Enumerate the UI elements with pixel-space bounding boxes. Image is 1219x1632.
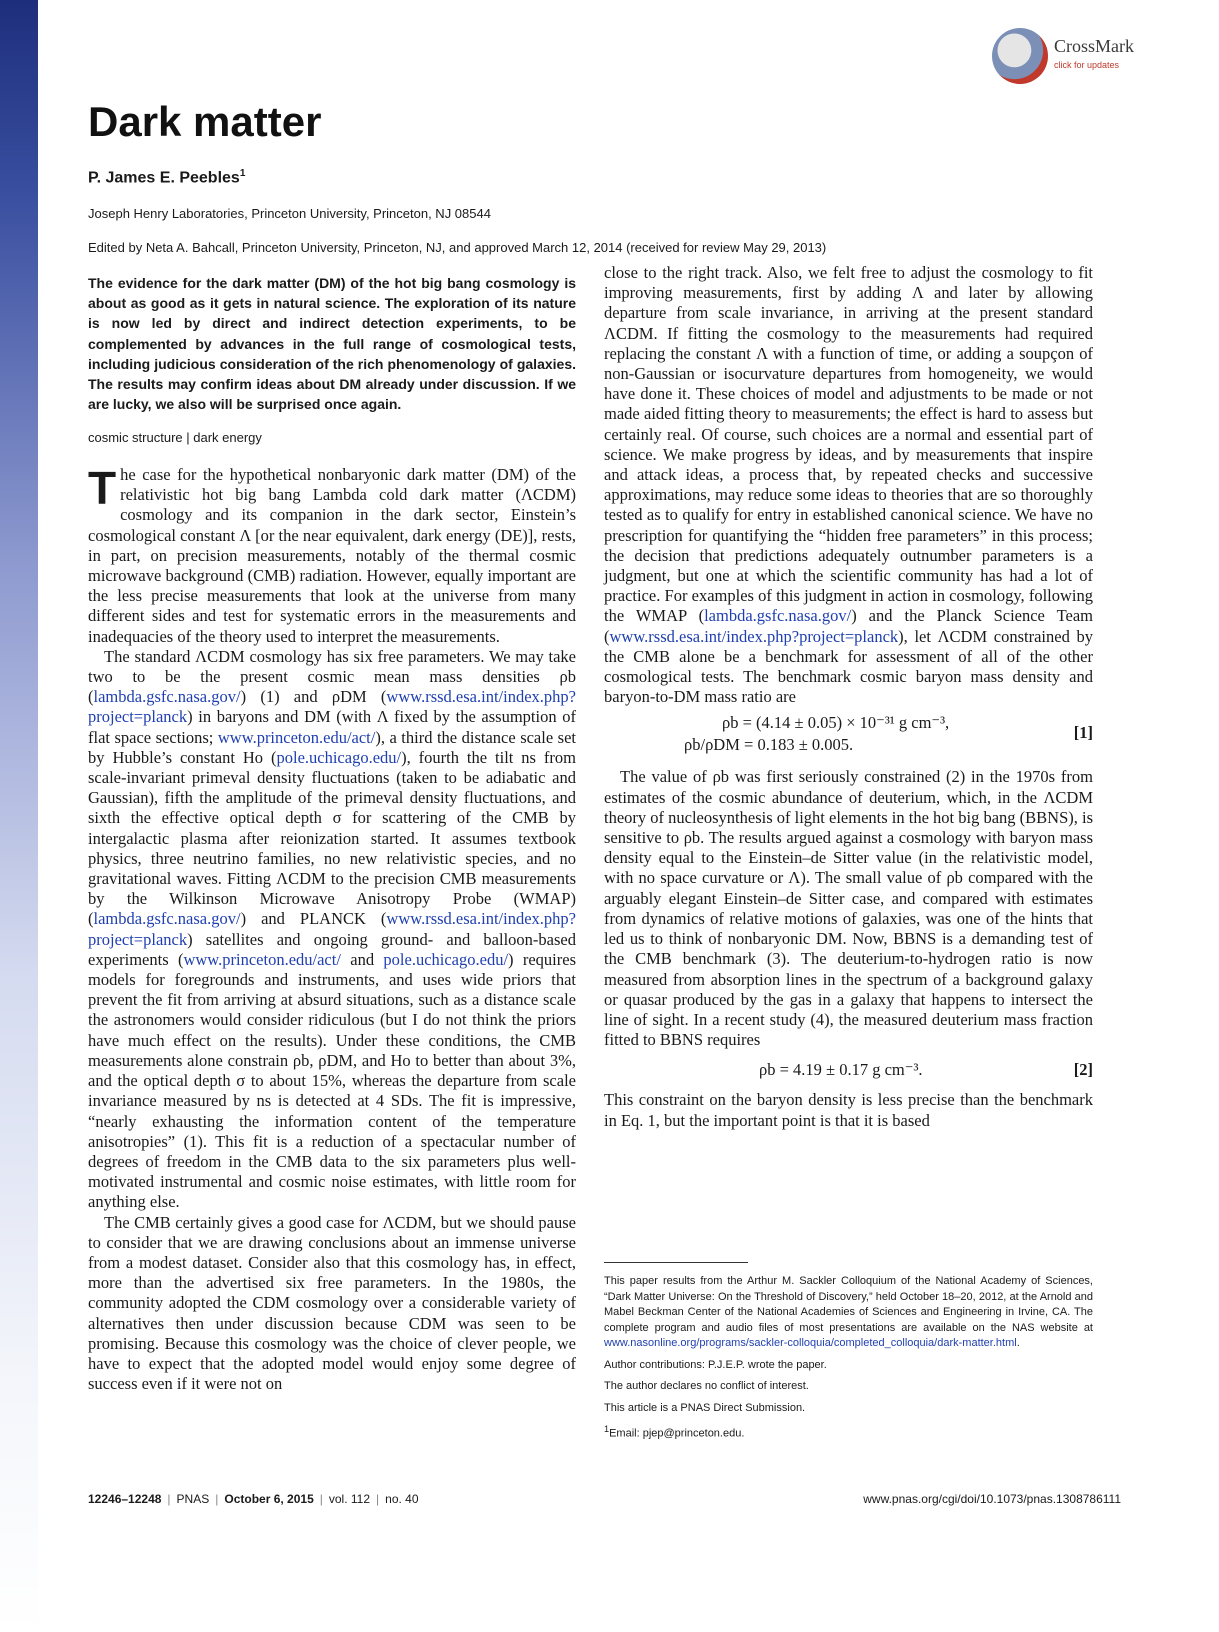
page-range: 12246–12248 <box>88 1492 162 1506</box>
equation-2 <box>604 1050 1093 1090</box>
footnotes <box>604 1274 1093 1448</box>
drop-cap: T <box>88 462 117 514</box>
footnote-conflict: The author declares no conflict of interest. <box>604 1380 809 1392</box>
link-planck-2[interactable]: www.rssd.esa.int/index.php?project=planck <box>88 909 576 949</box>
constraint-paragraph: This constraint on the baryon density is less precise than the benchmark in Eq. 1, but the important point is that it is based <box>604 1090 1093 1130</box>
journal-name: PNAS <box>176 1492 210 1506</box>
journal-sidebar <box>0 0 38 1632</box>
equation-1 <box>604 707 1093 767</box>
crossmark-title: CrossMark <box>1054 36 1134 56</box>
footnote-submission: This article is a PNAS Direct Submission. <box>604 1401 806 1414</box>
article-title: Dark matter <box>88 98 322 145</box>
equation-2-number: [2] <box>1073 1060 1093 1080</box>
footnote-contributions: Author contributions: P.J.E.P. wrote the paper. <box>604 1358 827 1371</box>
footnote-email: $^1$Email: pjep@princeton.edu. <box>604 1424 745 1440</box>
volume: vol. 112 <box>328 1492 371 1506</box>
equation-1-line-2: ρb/ρDM = 0.183 ± 0.005. <box>684 735 854 755</box>
cmb-paragraph: The CMB certainly gives a good case for ΛCDM, but we should pause to consider that we are drawing conclusions about an immense universe from a modest dataset. Consider also that this cosmology has, in effect, more than the advertised six free parameters. In the 1980s, the community adopted the CDM cosmology over a considerable variety of alternatives then under discussion because CDM was seen to be promising. Because this cosmology was the choice of clever people, we have to expect that the adopted model would enjoy some degree of success even if it were not on <box>88 1212 576 1394</box>
deuterium-paragraph: The value of ρb was first seriously constrained (2) in the 1970s from estimates of the cosmic abundance of deuterium, which, in the ΛCDM theory of nucleosynthesis of light elements in the hot big bang (BBNS), is sensitive to ρb. The results argued against a cosmology with baryon mass density equal to the Einstein–de Sitter value (in the relativistic model, with no space curvature or Λ). The small value of ρb compared with the arguably elegant Einstein–de Sitter case, and compared with estimates from dynamics of relative motions of galaxies, was one of the hints that led us to think of nonbaryonic DM. Now, BBNS is a demanding test of the CMB benchmark (3). The deuterium-to-hydrogen ratio is now measured from absorption lines in the spectrum of a background galaxy or quasar produced by the gas in a galaxy that happens to intersect the line of sight. In a recent study (4), the measured deuterium mass fraction fitted to BBNS requires <box>604 767 1093 1050</box>
right-column <box>604 263 1093 1131</box>
doi-link[interactable]: www.pnas.org/cgi/doi/10.1073/pnas.1308786111 <box>863 1492 1121 1506</box>
affiliation: Joseph Henry Laboratories, Princeton University, Princeton, NJ 08544 <box>88 206 491 221</box>
model-choice-paragraph: close to the right track. Also, we felt free to adjust the cosmology to fit improving measurements, first by adding Λ and later by allowing departure from scale invariance, in arriving at the present standard ΛCDM. If fitting the cosmology to the measurements had required replacing the constant Λ with a function of time, or adding a soupçon of non-Gaussian or isocurvature departures from homogeneity, we would have done it. These choices of model and adjustments to be made or not made aided fitting theory to measurements; the effect is hard to assess but certainly real. Of course, such choices are a normal and essential part of science. We make progress by ideas, and by measurements that inspire and attack ideas, a process that, by repeated checks and successive approximations, may reduce some ideas to theories that are so thoroughly tested as to qualify for entry in established canonical science. We have no prescription for quantifying the “hidden free parameters” in this process; the decision that predictions adequately outnumber parameters is a judgment, but one at which the scientific community has had a lot of practice. For examples of this judgment in action in cosmology, following the WMAP (lambda.gsfc.nasa.gov/) and the Planck Science Team (www.rssd.esa.int/index.php?project=planck), let ΛCDM constrained by the CMB alone be a benchmark for assessment of all of the other cosmological tests. The benchmark cosmic baryon mass density and baryon-to-DM mass ratio are <box>604 263 1093 707</box>
link-nas-colloquia[interactable]: www.nasonline.org/programs/sackler-colloquia/completed_colloquia/dark-matter.html <box>604 1337 1017 1349</box>
link-planck-3[interactable]: www.rssd.esa.int/index.php?project=planck <box>609 626 899 646</box>
abstract: The evidence for the dark matter (DM) of the hot big bang cosmology is about as good as it gets in natural science. The exploration of its nature is now led by direct and indirect detection experiments, to be complemented by advances in the full range of cosmological tests, including judicious consideration of the rich phenomenology of galaxies. The results may confirm ideas about DM already under discussion. If we are lucky, we also will be surprised once again. <box>88 275 576 413</box>
editor-line: Edited by Neta A. Bahcall, Princeton University, Princeton, NJ, and approved March 12, 2014 (received for review May 29, 2013) <box>88 240 827 255</box>
footnote-rule <box>604 1262 748 1263</box>
equation-1-line-1: ρb = (4.14 ± 0.05) × 10⁻³¹ g cm⁻³, <box>722 713 950 733</box>
left-column <box>88 462 577 1394</box>
link-pole-2[interactable]: pole.uchicago.edu/ <box>383 949 509 969</box>
link-act-2[interactable]: www.princeton.edu/act/ <box>183 949 341 969</box>
crossmark-subtitle[interactable]: click for updates <box>1054 60 1120 70</box>
footnote-colloquium: This paper results from the Arthur M. Sackler Colloquium of the National Academy of Sciences, “Dark Matter Universe: On the Threshold of Discovery,” held October 18–20, 2012, at the Arnold and Mabel Beckman Center of the National Academies of Sciences and Engineering in Irvine, CA. The complete program and audio files of most presentations are available on the NAS website at www.nasonline.org/programs/sackler-colloquia/completed_colloquia/dark-matter.html. <box>604 1275 1093 1349</box>
author-name: P. James E. Peebles$^1$ <box>88 168 246 187</box>
crossmark-icon <box>992 28 1048 84</box>
link-lambda-3[interactable]: lambda.gsfc.nasa.gov/ <box>704 606 852 626</box>
issue: no. 40 <box>385 1492 419 1506</box>
parameters-paragraph: The standard ΛCDM cosmology has six free parameters. We may take two to be the present cosmic mean mass densities ρb (lambda.gsfc.nasa.gov/) (1) and ρDM (www.rssd.esa.int/index.php?project=planck) in baryons and DM (with Λ fixed by the assumption of flat space sections; www.princeton.edu/act/), a third the distance scale set by Hubble’s constant Ho (pole.uchicago.edu/), fourth the tilt ns from scale-invariant primeval density fluctuations (taken to be adiabatic and Gaussian), fifth the amplitude of the primeval density fluctuations, and sixth the effective optical depth σ for scattering of the CMB by intergalactic plasma after reionization started. It assumes textbook physics, three neutrino families, no new relativistic species, and no gravitational waves. Fitting ΛCDM to the precision CMB measurements by the Wilkinson Microwave Anisotropy Probe (WMAP) (lambda.gsfc.nasa.gov/) and PLANCK (www.rssd.esa.int/index.php?project=planck) satellites and ongoing ground- and balloon-based experiments (www.princeton.edu/act/ and pole.uchicago.edu/) requires models for foregrounds and instruments, and uses wide priors that prevent the fit from arriving at absurd situations, such as a distance scale the astronomers would consider ridiculous (but I do not think the priors have much effect on the results). Under these conditions, the CMB measurements alone constrain ρb, ρDM, and Ho to better than about 3%, and the optical depth σ to about 15%, whereas the departure from scale invariance measured by ns is detected at 4 SDs. The fit is impressive, “nearly exhausting the information content of the temperature anisotropies” (1). This fit is a reduction of a spectacular number of degrees of freedom in the CMB data to the six parameters plus well-motivated instrumental and cosmic noise estimates, with little room for anything else. <box>88 646 577 1212</box>
link-pole[interactable]: pole.uchicago.edu/ <box>276 747 402 767</box>
intro-paragraph: The case for the hypothetical nonbaryonic dark matter (DM) of the relativistic hot big bang Lambda cold dark matter (ΛCDM) cosmology and its companion in the dark sector, Einstein’s cosmological constant Λ [or the near equivalent, dark energy (DE)], rests, in part, on precision measurements, notably of the thermal cosmic microwave background (CMB) radiation. However, equally important are the less precise measurements that look at the universe from many different sides and test for systematic errors in the measurements and inadequacies of the theory used to interpret the measurements. <box>88 462 576 646</box>
page-footer: 12246–12248 | PNAS | October 6, 2015 | vol. 112 | no. 40 <box>88 1492 419 1506</box>
keywords: cosmic structure | dark energy <box>88 430 262 445</box>
equation-1-number: [1] <box>1073 723 1093 743</box>
link-planck[interactable]: www.rssd.esa.int/index.php?project=planck <box>88 687 576 727</box>
equation-2-line: ρb = 4.19 ± 0.17 g cm⁻³. <box>759 1060 923 1080</box>
link-act[interactable]: www.princeton.edu/act/ <box>217 727 376 747</box>
link-lambda[interactable]: lambda.gsfc.nasa.gov/ <box>93 687 241 707</box>
link-lambda-2[interactable]: lambda.gsfc.nasa.gov/ <box>93 909 241 929</box>
pub-date: October 6, 2015 <box>224 1492 314 1506</box>
crossmark-badge[interactable] <box>992 28 1144 86</box>
